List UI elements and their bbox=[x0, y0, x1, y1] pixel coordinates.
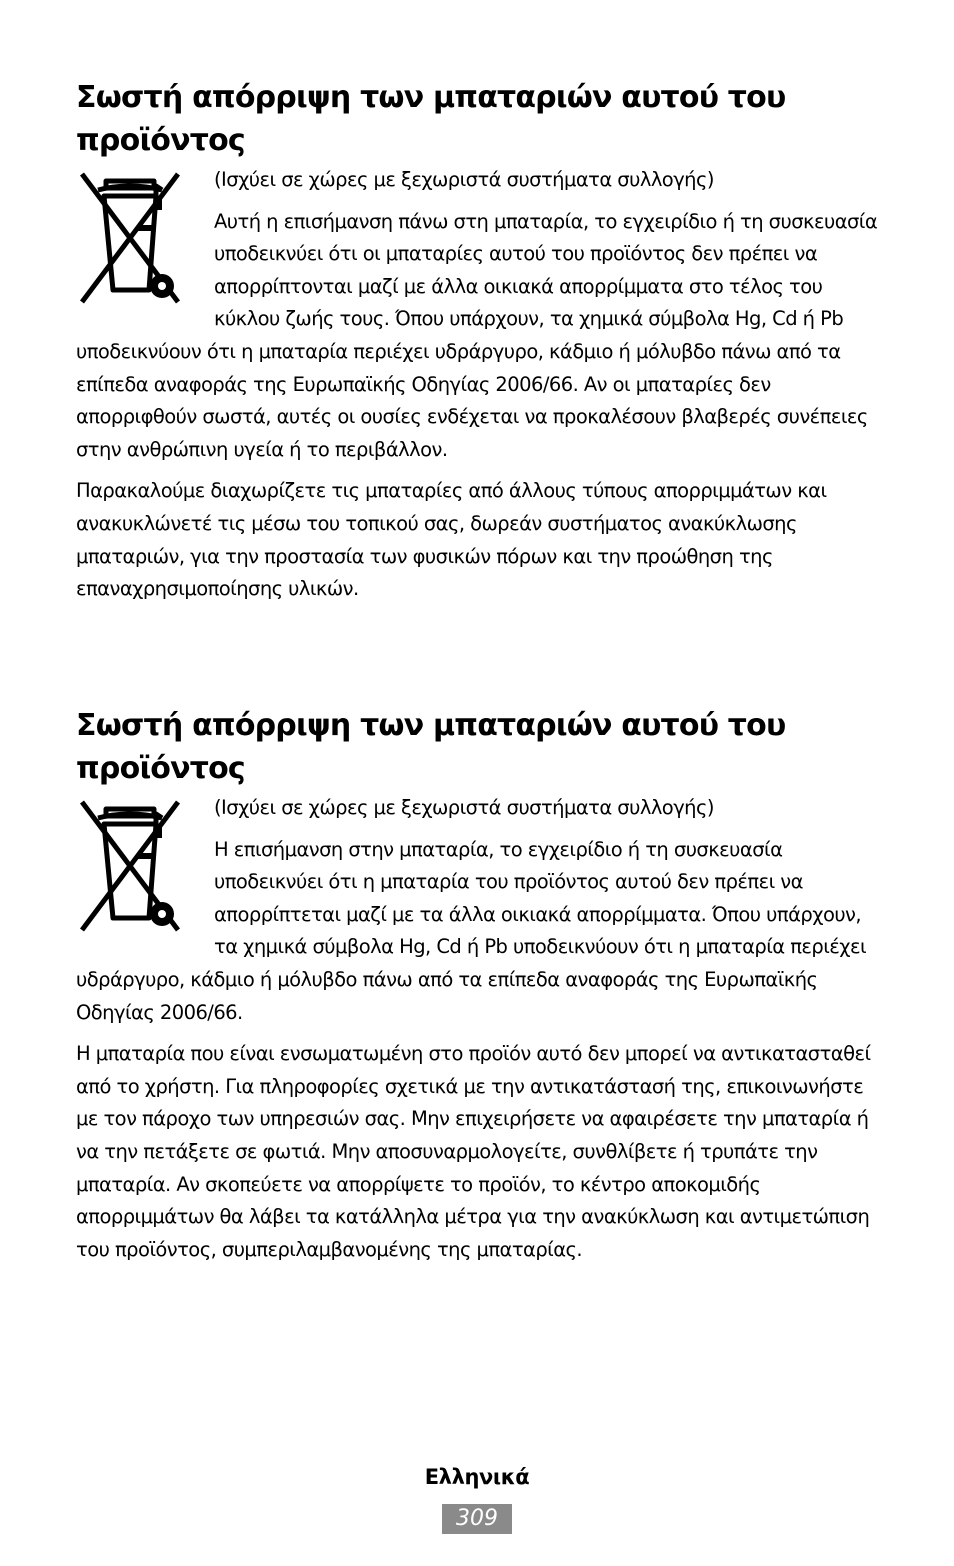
battery-disposal-section-2 bbox=[76, 704, 886, 1266]
crossed-out-wheeled-bin-icon bbox=[76, 796, 184, 936]
body-paragraph: Παρακαλούμε διαχωρίζετε τις μπαταρίες από άλλους τύπους απορριμμάτων και ανακυκλώνετέ τις μέσω του τοπικού σας, δωρεάν συστήματος ανακύκλωσης μπαταριών, για την προστασία των φυσικών πόρων και την προώθηση της επαναχρησιμοποίησης υλικών. bbox=[76, 479, 827, 601]
body-paragraph: Η επισήμανση στην μπαταρία, το εγχειρίδιο ή τη συσκευασία υποδεικνύει ότι η μπαταρία του προϊόντος αυτού δεν πρέπει να απορρίπτεται μαζί με τα άλλα οικιακά απορρίμματα. Όπου υπάρχουν, τα χημικά σύμβολα Hg, Cd ή Pb υποδεικνύουν ότι η μπαταρία περιέχει υδράργυρο, κάδμιο ή μόλυβδο πάνω από τα επίπεδα αναφοράς της Ευρωπαϊκής Οδηγίας 2006/66. bbox=[76, 837, 867, 1024]
body-paragraph: Η μπαταρία που είναι ενσωματωμένη στο προϊόν αυτό δεν μπορεί να αντικατασταθεί από το χρήστη. Για πληροφορίες σχετικά με την αντικατάστασή της, επικοινωνήστε με τον πάροχο των υπηρεσιών σας. Μην επιχειρήσετε να αφαιρέσετε την μπαταρία ή να την πετάξετε σε φωτιά. Μην αποσυναρμολογείτε, συνθλίβετε ή τρυπάτε την μπαταρία. Αν σκοπεύετε να απορρίψετε το προϊόν, το κέντρο αποκομιδής απορριμμάτων θα λάβει τα κατάλληλα μέτρα για την ανακύκλωση και αντιμετώπιση του προϊόντος, συμπεριλαμβανομένης της μπαταρίας. bbox=[76, 1042, 871, 1261]
footer-language: Ελληνικά bbox=[424, 1465, 530, 1489]
applicability-note: (Ισχύει σε χώρες με ξεχωριστά συστήματα συλλογής) bbox=[214, 168, 714, 191]
body-paragraph: Αυτή η επισήμανση πάνω στη μπαταρία, το εγχειρίδιο ή τη συσκευασία υποδεικνύει ότι οι μπαταρίες αυτού του προϊόντος δεν πρέπει να απορρίπτονται μαζί με άλλα οικιακά απορρίμματα στο τέλος του κύκλου ζωής τους. Όπου υπάρχουν, τα χημικά σύμβολα Hg, Cd ή Pb υποδεικνύουν ότι η μπαταρία περιέχει υδράργυρο, κάδμιο ή μόλυβδο πάνω από τα επίπεδα αναφοράς της Ευρωπαϊκής Οδηγίας 2006/66. Αν οι μπαταρίες δεν απορριφθούν σωστά, αυτές οι ουσίες ενδέχεται να προκαλέσουν βλαβερές συνέπειες στην ανθρώπινη υγεία ή το περιβάλλον. bbox=[76, 209, 878, 461]
crossed-out-wheeled-bin-icon bbox=[76, 168, 184, 308]
battery-disposal-section-1 bbox=[76, 76, 886, 606]
section-title: Σωστή απόρριψη των μπαταριών αυτού του προϊόντος bbox=[76, 708, 786, 786]
section-title: Σωστή απόρριψη των μπαταριών αυτού του προϊόντος bbox=[76, 80, 786, 158]
applicability-note: (Ισχύει σε χώρες με ξεχωριστά συστήματα συλλογής) bbox=[214, 796, 714, 819]
page-number: 309 bbox=[442, 1504, 512, 1534]
